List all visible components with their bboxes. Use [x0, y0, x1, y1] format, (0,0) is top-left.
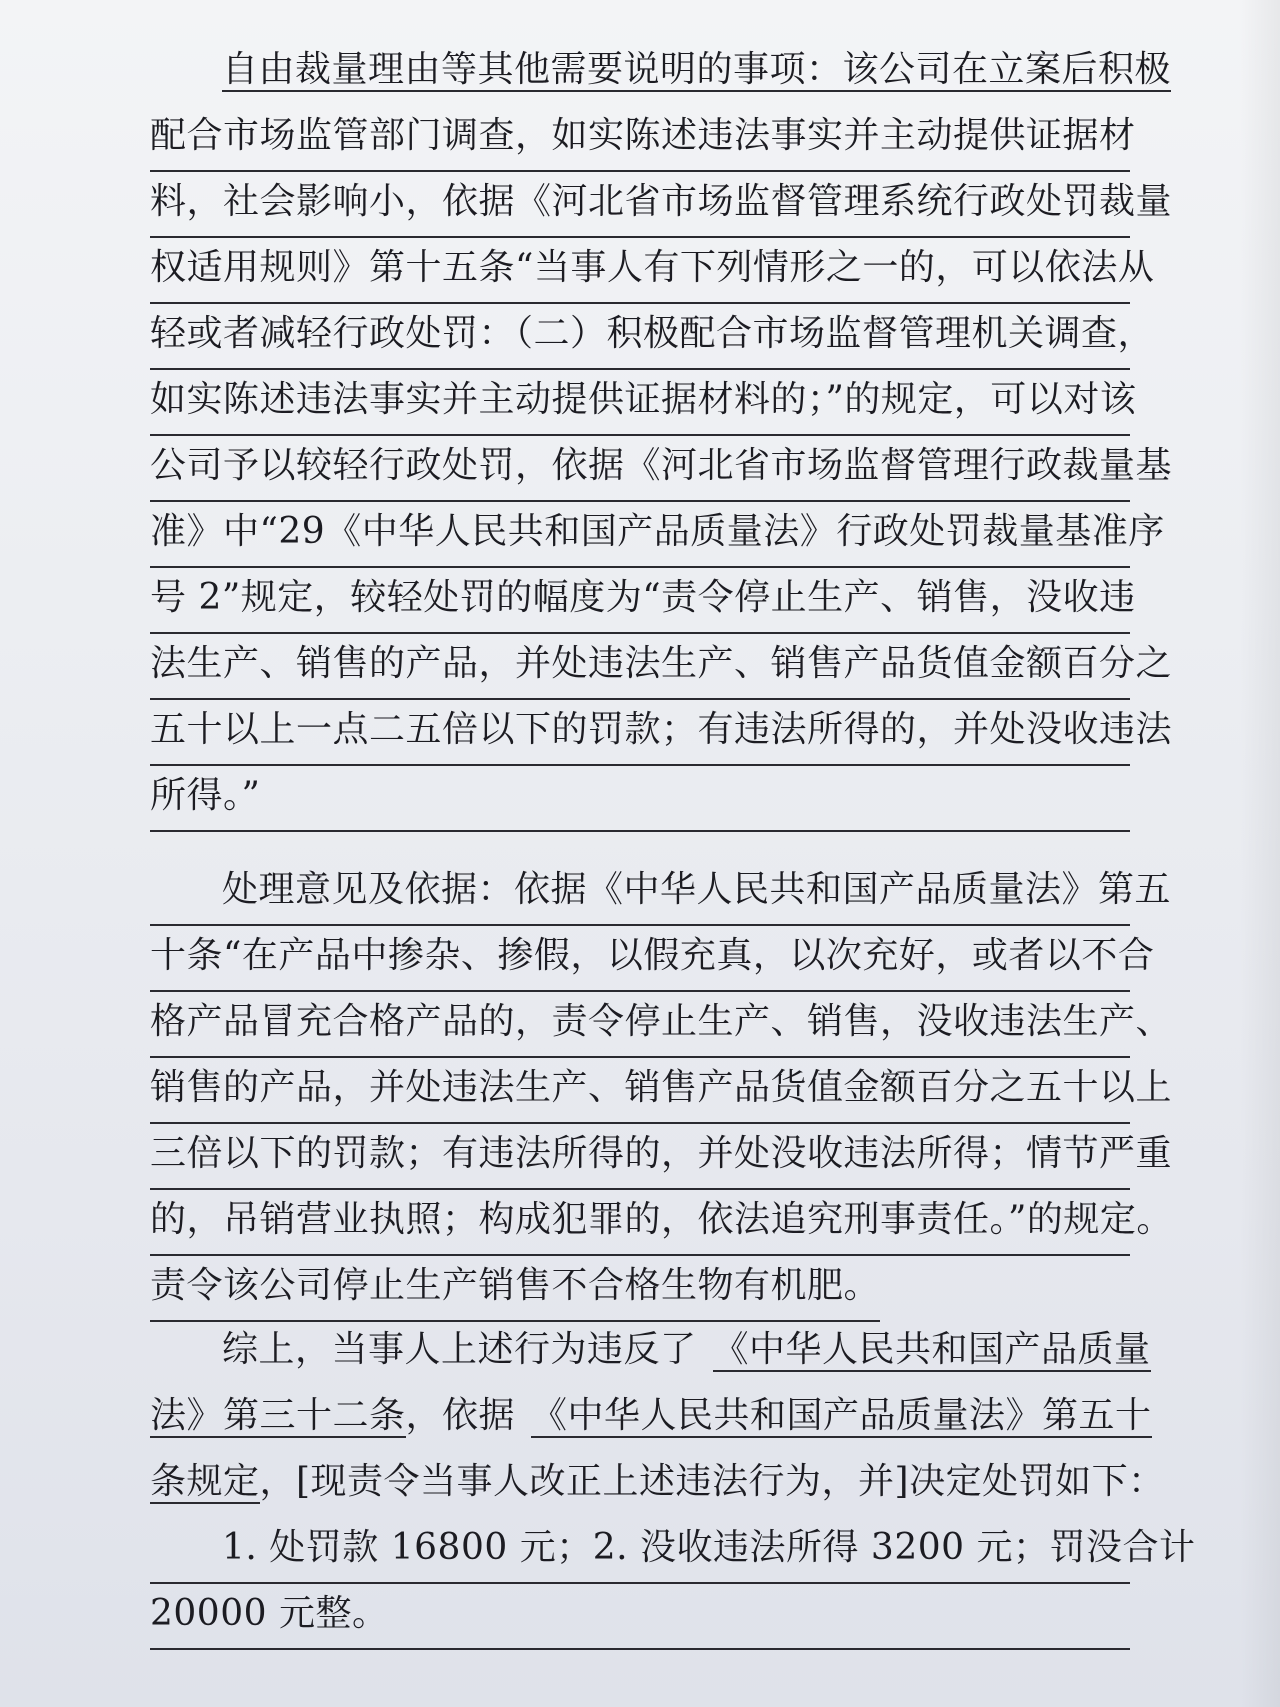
- text-line: 准》中“29《中华人民共和国产品质量法》行政处罚裁量基准序: [150, 502, 1130, 568]
- penalty-line: 1. 处罚款 16800 元；2. 没收违法所得 3200 元；罚没合计: [150, 1518, 1130, 1584]
- text-line: 所得。”: [150, 766, 1130, 832]
- article-fill: 条规定: [150, 1461, 260, 1502]
- summary-line-1: [150, 1320, 1151, 1386]
- summary-text: ，依据: [405, 1395, 516, 1436]
- text-line: 如实陈述违法事实并主动提供证据材料的；”的规定，可以对该: [150, 370, 1130, 436]
- paper-edge-shadow: [1240, 0, 1280, 1707]
- text-line: 十条“在产品中掺杂、掺假，以假充真，以次充好，或者以不合: [150, 926, 1130, 992]
- opinion-paragraph: [150, 860, 1173, 1322]
- text-line: 五十以上一点二五倍以下的罚款；有违法所得的，并处没收违法: [150, 700, 1130, 766]
- basis-fill: 《中华人民共和国产品质量法》第五十: [531, 1395, 1152, 1436]
- summary-line-3: [150, 1452, 1165, 1518]
- text-line: 配合市场监管部门调查，如实陈述违法事实并主动提供证据材: [150, 106, 1130, 172]
- article-fill: 法》第三十二条: [150, 1395, 406, 1436]
- text-line: 处理意见及依据：依据《中华人民共和国产品质量法》第五: [150, 860, 1130, 926]
- summary-paragraph: [150, 1320, 1196, 1650]
- penalty-line: 20000 元整。: [150, 1584, 1130, 1650]
- text-line: 销售的产品，并处违法生产、销售产品货值金额百分之五十以上: [150, 1058, 1130, 1124]
- text-line: 三倍以下的罚款；有违法所得的，并处没收违法所得；情节严重: [150, 1124, 1130, 1190]
- text-line: 的，吊销营业执照；构成犯罪的，依法追究刑事责任。”的规定。: [150, 1190, 1130, 1256]
- summary-text: ，[现责令当事人改正上述违法行为，并]决定处罚如下：: [259, 1461, 1165, 1502]
- law-name-fill: 《中华人民共和国产品质量: [712, 1329, 1151, 1370]
- text-line: 法生产、销售的产品，并处违法生产、销售产品货值金额百分之: [150, 634, 1130, 700]
- discretion-paragraph: [150, 40, 1173, 832]
- text-line: 轻或者减轻行政处罚：（二）积极配合市场监督管理机关调查，: [150, 304, 1130, 370]
- text-line: 自由裁量理由等其他需要说明的事项：该公司在立案后积极: [222, 49, 1172, 90]
- text-line: 公司予以较轻行政处罚，依据《河北省市场监督管理行政裁量基: [150, 436, 1130, 502]
- text-line: 料，社会影响小，依据《河北省市场监督管理系统行政处罚裁量: [150, 172, 1130, 238]
- text-line: 权适用规则》第十五条“当事人有下列情形之一的，可以依法从: [150, 238, 1130, 304]
- summary-text: 综上，当事人上述行为违反了: [222, 1329, 697, 1370]
- summary-line-2: [150, 1386, 1152, 1452]
- text-line: 格产品冒充合格产品的，责令停止生产、销售，没收违法生产、: [150, 992, 1130, 1058]
- text-line: 号 2”规定，较轻处罚的幅度为“责令停止生产、销售，没收违: [150, 568, 1130, 634]
- text-line: 责令该公司停止生产销售不合格生物有机肥。: [150, 1256, 880, 1322]
